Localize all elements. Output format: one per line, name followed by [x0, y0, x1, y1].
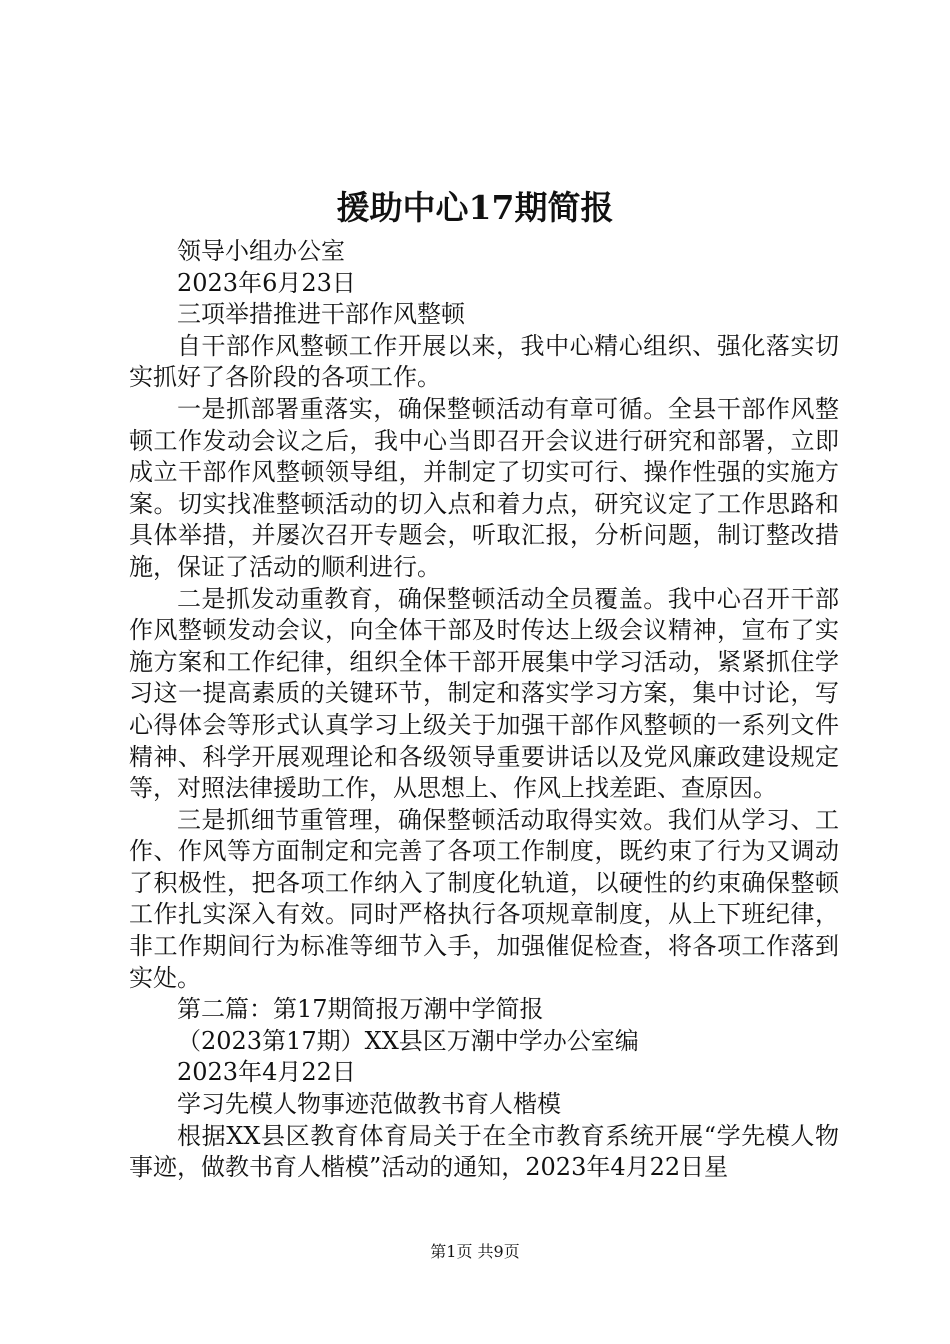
page-number-footer: 第1页 共9页 [430, 1242, 520, 1261]
document-body [129, 236, 839, 1184]
paragraph-date: 2023年6月23日 [177, 268, 356, 297]
paragraph-second-article-title: 第二篇：第17期简报万潮中学简报 [177, 995, 544, 1024]
paragraph-measure-three: 三是抓细节重管理，确保整顿活动取得实效。我们从学习、工作、作风等方面制定和完善了各项工作制度，既约束了行为又调动了积极性，把各项工作纳入了制度化轨道，以硬性的约束确保整顿工作扎实深入有效。同时严格执行各项规章制度，从上下班纪律，非工作期间行为标准等细节入手，加强催促检查，将各项工作落到实处。 [129, 805, 839, 992]
paragraph-measure-one: 一是抓部署重落实，确保整顿活动有章可循。全县干部作风整顿工作发动会议之后，我中心当即召开会议进行研究和部署，立即成立干部作风整顿领导组，并制定了切实可行、操作性强的实施方案。切实找准整顿活动的切入点和着力点，研究议定了工作思路和具体举措，并屡次召开专题会，听取汇报，分析问题，制订整改措施，保证了活动的顺利进行。 [129, 394, 839, 581]
paragraph-intro: 自干部作风整顿工作开展以来，我中心精心组织、强化落实切实抓好了各阶段的各项工作。 [129, 331, 839, 392]
paragraph-second-heading: 学习先模人物事迹范做教书育人楷模 [177, 1090, 561, 1119]
paragraph-second-body: 根据XX县区教育体育局关于在全市教育系统开展“学先模人物事迹，做教书育人楷模”活动的通知，2023年4月22日星 [129, 1121, 839, 1182]
paragraph-heading: 三项举措推进干部作风整顿 [177, 300, 465, 329]
paragraph-issue-info: （2023第17期）XX县区万潮中学办公室编 [177, 1026, 639, 1055]
document-title: 援助中心17期简报 [336, 188, 614, 227]
paragraph-second-date: 2023年4月22日 [177, 1058, 356, 1087]
paragraph-office: 领导小组办公室 [177, 237, 345, 265]
paragraph-measure-two: 二是抓发动重教育，确保整顿活动全员覆盖。我中心召开干部作风整顿发动会议，向全体干部及时传达上级会议精神，宣布了实施方案和工作纪律，组织全体干部开展集中学习活动，紧紧抓住学习这一提高素质的关键环节，制定和落实学习方案，集中讨论，写心得体会等形式认真学习上级关于加强干部作风整顿的一系列文件精神、科学开展观理论和各级领导重要讲话以及党风廉政建设规定等，对照法律援助工作，从思想上、作风上找差距、查原因。 [129, 584, 839, 803]
